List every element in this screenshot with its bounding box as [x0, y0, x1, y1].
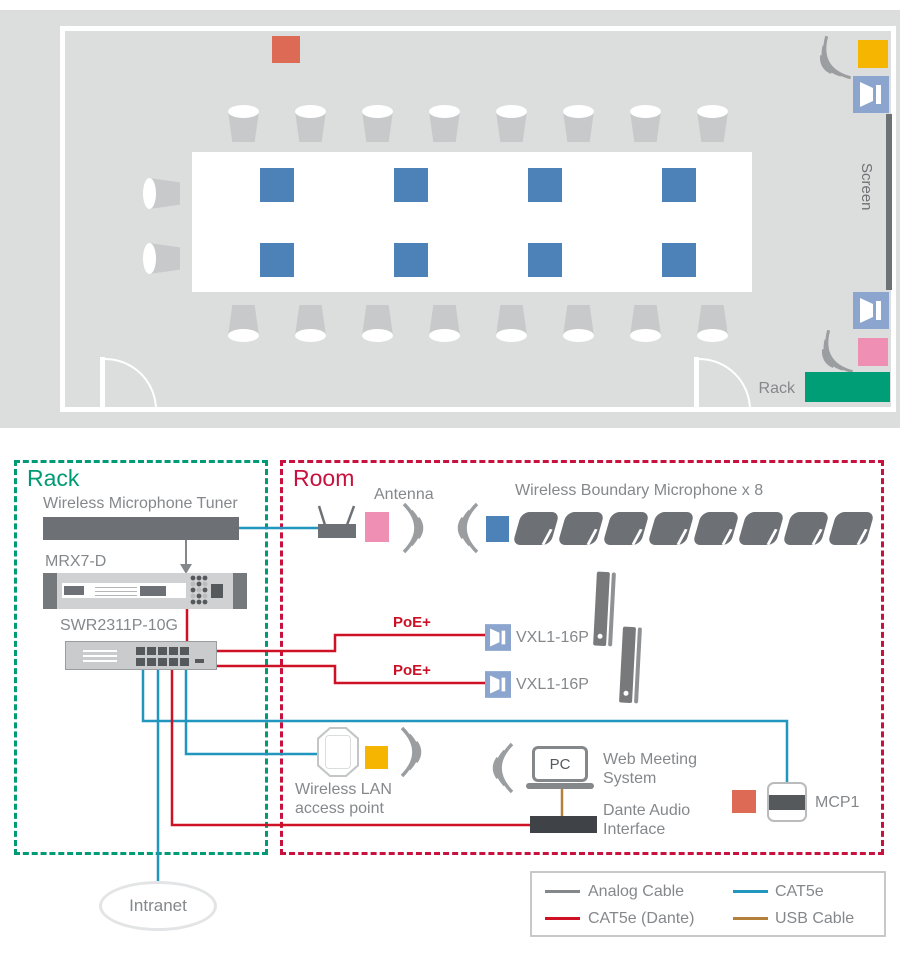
boundary-mic-marker [394, 243, 428, 277]
web-meeting-label [603, 750, 697, 788]
tuner-label: Wireless Microphone Tuner [43, 495, 238, 512]
boundary-mic-marker [528, 168, 562, 202]
wlan-ap-label [295, 780, 392, 818]
mcp1-controller [767, 782, 807, 822]
legend-cat5e-swatch [733, 890, 768, 893]
poe-label: PoE+ [393, 662, 431, 679]
wireless-microphone-tuner [43, 517, 239, 540]
sound-waves-icon [460, 504, 478, 552]
antenna-marker [858, 338, 888, 366]
dante-label [603, 801, 690, 839]
sound-waves-icon [812, 36, 851, 86]
floor-rack-label: Rack [758, 380, 795, 397]
boundary-mic-marker [260, 168, 294, 202]
switch-label: SWR2311P-10G [60, 617, 178, 634]
rack-marker [805, 372, 890, 402]
mrx7d-processor [43, 573, 247, 609]
speaker-icon [485, 624, 511, 651]
vxl-label: VXL1-16P [516, 629, 589, 646]
wlan-access-point [317, 727, 359, 777]
legend-usb-label: USB Cable [775, 910, 855, 927]
dante-line2: Interface [603, 821, 666, 838]
legend-analog-swatch [545, 890, 580, 893]
mcp1-label: MCP1 [815, 794, 860, 811]
sound-waves-icon [402, 728, 420, 776]
sound-waves-icon [404, 504, 422, 552]
boundary-mic-marker [662, 168, 696, 202]
vxl-speaker-column [593, 572, 616, 647]
boundary-mic-marker [260, 243, 294, 277]
mrx-label: MRX7-D [45, 553, 107, 570]
pc-laptop [532, 746, 594, 789]
legend-analog-label: Analog Cable [588, 883, 685, 900]
boundary-mic-marker [394, 168, 428, 202]
room-section-title: Room [293, 465, 355, 491]
boundary-mic-marker [528, 243, 562, 277]
legend-usb-swatch [733, 917, 768, 920]
dante-line1: Dante Audio [603, 802, 691, 819]
dante-audio-interface [530, 816, 597, 833]
door [100, 357, 750, 411]
web-meeting-line1: Web Meeting [603, 751, 697, 768]
intranet-cloud [99, 881, 217, 931]
poe-label: PoE+ [393, 614, 431, 631]
boundary-mic-label: Wireless Boundary Microphone x 8 [515, 482, 764, 499]
legend-dante-swatch [545, 917, 580, 920]
speaker-icon [853, 76, 889, 113]
screen-label: Screen [858, 163, 875, 211]
boundary-mic-marker [662, 243, 696, 277]
mcp1-marker [272, 36, 300, 63]
vxl-label: VXL1-16P [516, 676, 589, 693]
antenna-marker [365, 512, 389, 542]
boundary-mic-marker [486, 516, 509, 542]
intranet-label: Intranet [129, 896, 187, 915]
wlan-ap-marker [365, 746, 388, 769]
legend-dante-label: CAT5e (Dante) [588, 910, 695, 927]
vxl-speaker-column [619, 627, 642, 704]
laptop-base [526, 783, 594, 789]
screen-bar [886, 114, 892, 290]
matrix-dots [188, 573, 208, 609]
legend-cat5e-label: CAT5e [775, 883, 824, 900]
mcp1-marker [732, 790, 756, 813]
antenna-label: Antenna [374, 486, 434, 503]
pc-label: PC [549, 755, 571, 773]
analog-cable [180, 540, 192, 574]
speaker-icon [485, 671, 511, 698]
rack-section-title: Rack [27, 465, 80, 491]
antenna-rods [319, 506, 354, 525]
wlan-ap-label-line1: Wireless LAN [295, 781, 392, 798]
sound-waves-icon [495, 744, 513, 792]
speaker-icon [853, 292, 889, 329]
wlan-ap-label-line2: access point [295, 800, 384, 817]
antenna-device [318, 524, 356, 538]
wlan-ap-marker [858, 40, 888, 68]
web-meeting-line2: System [603, 770, 657, 787]
swr2311p-switch [65, 641, 217, 670]
